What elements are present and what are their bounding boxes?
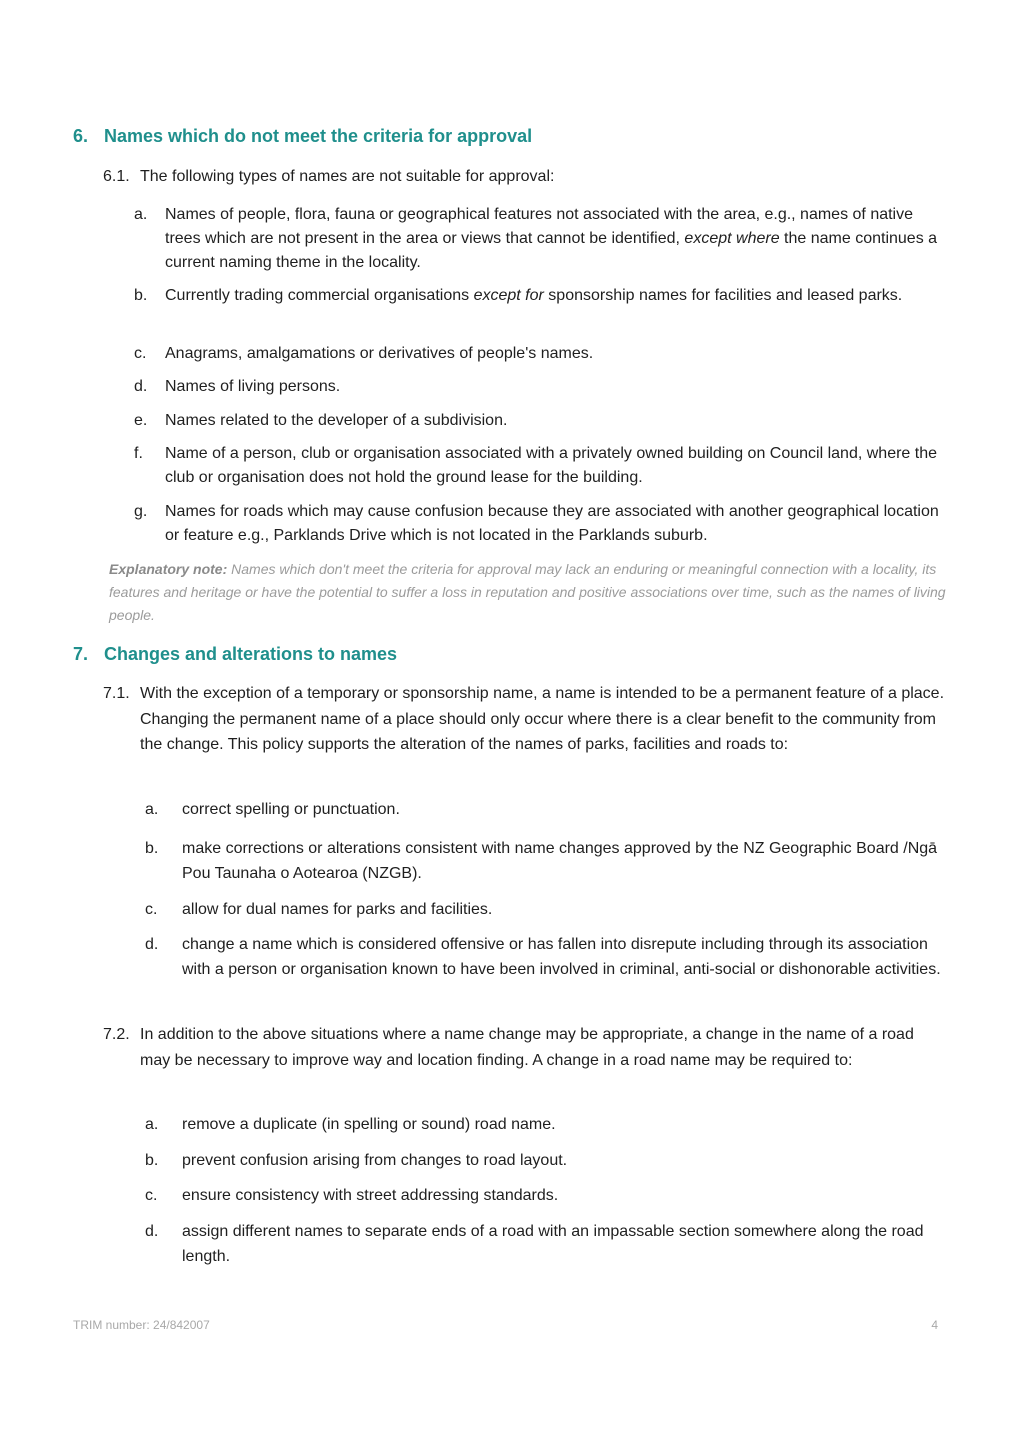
list-text: change a name which is considered offensive or has fallen into disrepute including through its association with a person or organisation known to have been involved in criminal, anti-social or dishonorable activities. [182,936,941,978]
list-item [145,797,945,822]
list-text: remove a duplicate (in spelling or sound) road name. [182,1116,556,1133]
list-text: Name of a person, club or organisation associated with a privately owned building on Council land, where the club or organisation does not hold the ground lease for the building. [165,445,938,486]
list-item [145,836,945,886]
list-text: Names related to the developer of a subdivision. [165,412,508,429]
emphasis-text: except where [684,230,780,247]
list-letter: b. [134,287,148,304]
clause-number: 6.1. [103,168,130,185]
list-item [134,442,944,490]
list-item [134,409,944,433]
section-title: Changes and alterations to names [104,644,398,664]
text-run: Currently trading commercial organisations [165,287,474,304]
list-item [134,203,944,275]
list-text: prevent confusion arising from changes to road layout. [182,1152,568,1169]
list-text: Names for roads which may cause confusion because they are associated with another geographical location or feature e.g., Parklands Drive which is not located in the Parklands suburb. [165,503,939,544]
list-letter: a. [134,206,148,223]
list-item [145,897,945,922]
clause-text: The following types of names are not suitable for approval: [140,168,555,185]
list-item [145,1183,945,1208]
list-text: Names of living persons. [165,378,341,395]
emphasis-text: except for [473,287,544,304]
list-letter: c. [145,901,158,918]
text-run: sponsorship names for facilities and leased parks. [543,287,903,304]
list-letter: g. [134,503,148,520]
list-item [134,342,944,366]
clause-text: With the exception of a temporary or sponsorship name, a name is intended to be a permanent feature of a place. Changing the permanent name of a place should only occur where there is a clear benefit to the community from the change. This policy supports the alteration of the names of parks, facilities and roads to: [140,685,945,753]
clause-6-1 [103,164,948,190]
list-letter: d. [145,936,159,953]
list-letter: c. [134,345,147,362]
list-text: make corrections or alterations consistent with name changes approved by the NZ Geographic Board /Ngā Pou Taunaha o Aotearoa (NZGB). [182,840,938,882]
clause-number: 7.2. [103,1026,130,1043]
list-item [145,1148,945,1173]
list-letter: b. [145,1152,159,1169]
list-letter: c. [145,1187,158,1204]
text-run: Names of people, flora, fauna or geographical features not associated with the area, e.g., names of native trees which are not present in the area or views that cannot be identified, [165,206,914,247]
list-text: allow for dual names for parks and facilities. [182,901,493,918]
list-letter: a. [145,801,159,818]
list-letter: b. [145,840,159,857]
list-item [134,284,944,308]
list-letter: d. [134,378,148,395]
section-title: Names which do not meet the criteria for approval [104,126,533,146]
clause-number: 7.1. [103,685,130,702]
list-item [134,500,944,548]
clause-7-1 [103,681,948,758]
list-text [165,203,944,275]
list-item [134,375,944,399]
list-text [165,284,944,308]
list-text: ensure consistency with street addressing standards. [182,1187,559,1204]
list-text: Anagrams, amalgamations or derivatives of people's names. [165,345,594,362]
section-number: 7. [73,644,89,664]
explanatory-note [109,558,949,627]
page-number: 4 [931,1318,938,1332]
list-text: assign different names to separate ends of a road with an impassable section somewhere along the road length. [182,1223,924,1265]
list-letter: f. [134,445,143,462]
clause-text: In addition to the above situations where a name change may be appropriate, a change in the name of a road may be necessary to improve way and location finding. A change in a road name may be required to: [140,1026,914,1069]
list-item [145,1219,945,1269]
list-letter: d. [145,1223,159,1240]
list-letter: a. [145,1116,159,1133]
section-number: 6. [73,126,89,146]
list-item [145,1112,945,1137]
list-letter: e. [134,412,148,429]
list-item [145,932,945,982]
trim-number: TRIM number: 24/842007 [73,1318,210,1332]
clause-7-2 [103,1022,948,1073]
note-label: Explanatory note: [109,561,228,577]
list-text: correct spelling or punctuation. [182,801,400,818]
text-run: the name continues a current naming theme in the locality. [165,230,938,271]
note-text: Names which don't meet the criteria for approval may lack an enduring or meaningful connection with a locality, its features and heritage or have the potential to suffer a loss in reputation and positive associations over time, such as the names of living people. [109,561,946,623]
